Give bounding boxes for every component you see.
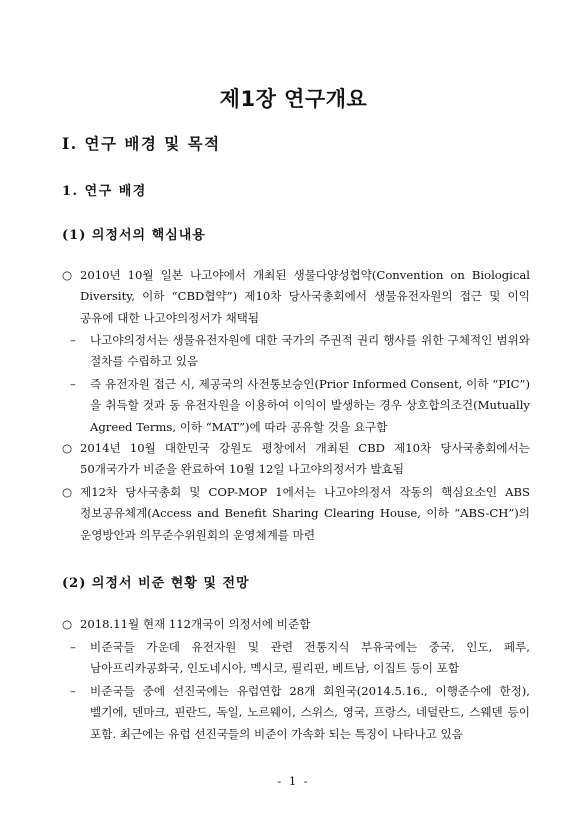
list-item-text: 비준국들 가운데 유전자원 및 관련 전통지식 부유국에는 중국, 인도, 페루, 남아프리카공화국, 인도네시아, 멕시코, 필리핀, 베트남, 이집트 등이 포함 [90, 640, 530, 676]
section-title: I. 연구 배경 및 목적 [62, 134, 221, 153]
dash-mark: – [70, 333, 76, 347]
list-item [62, 265, 530, 329]
list-item-text: 제12차 당사국총회 및 COP-MOP 1에서는 나고야의정서 작동의 핵심요소인 ABS 정보공유체계(Access and Benefit Sharing Clearing House, 이하 “ABS-CH”)의 운영방안과 의무준수위원회의 운영체계를 마련 [80, 485, 530, 542]
list-item [62, 482, 530, 546]
list-item [62, 330, 530, 373]
bullet-mark: ○ [62, 441, 73, 455]
list-item-text: 2010년 10월 일본 나고야에서 개최된 생물다양성협약(Convention on Biological Diversity, 이하 “CBD협약”) 제10차 당사국총회에서 생물유전자원의 접근 및 이익 공유에 대한 나고야의정서가 채택됨 [80, 268, 530, 325]
part2-heading: (2) 의정서 비준 현황 및 전망 [62, 576, 250, 591]
list-item-text: 2018.11월 현재 112개국이 의정서에 비준함 [80, 617, 311, 631]
bullet-mark: ○ [62, 485, 73, 499]
list-item-text: 2014년 10월 대한민국 강원도 평창에서 개최된 CBD 제10차 당사국총회에서는 50개국가가 비준을 완료하여 10월 12일 나고야의정서가 발효됨 [80, 441, 530, 477]
bullet-mark: ○ [62, 617, 73, 631]
dash-mark: – [70, 684, 76, 698]
dash-mark: – [70, 377, 76, 391]
list-item-text: 비준국들 중에 선진국에는 유럽연합 28개 회원국(2014.5.16., 이행준수에 한정), 벨기에, 덴마크, 핀란드, 독일, 노르웨이, 스위스, 영국, 프랑스, 네덜란드, 스웨덴 등이 포함. 최근에는 유럽 선진국들의 비준이 가속화 되는 특징이 나타나고 있음 [90, 684, 530, 741]
list-item [62, 374, 530, 438]
list-item [62, 438, 530, 481]
page-number: - 1 - [277, 774, 310, 788]
chapter-title: 제1장 연구개요 [219, 87, 368, 111]
list-item [62, 637, 530, 680]
subsection-title: 1. 연구 배경 [62, 184, 147, 199]
dash-mark: – [70, 640, 76, 654]
bullet-mark: ○ [62, 268, 73, 282]
part1-heading: (1) 의정서의 핵심내용 [62, 228, 206, 243]
list-item [62, 681, 530, 745]
list-item [62, 614, 530, 635]
list-item-text: 나고야의정서는 생물유전자원에 대한 국가의 주권적 권리 행사를 위한 구체적인 범위와 절차를 수립하고 있음 [90, 333, 530, 369]
list-item-text: 즉 유전자원 접근 시, 제공국의 사전통보승인(Prior Informed Consent, 이하 “PIC”)을 취득할 것과 동 유전자원을 이용하여 이익이 발생하는 경우 상호합의조건(Mutually Agreed Terms, 이하 “MAT”)에 따라 공유할 것을 요구함 [90, 377, 530, 434]
